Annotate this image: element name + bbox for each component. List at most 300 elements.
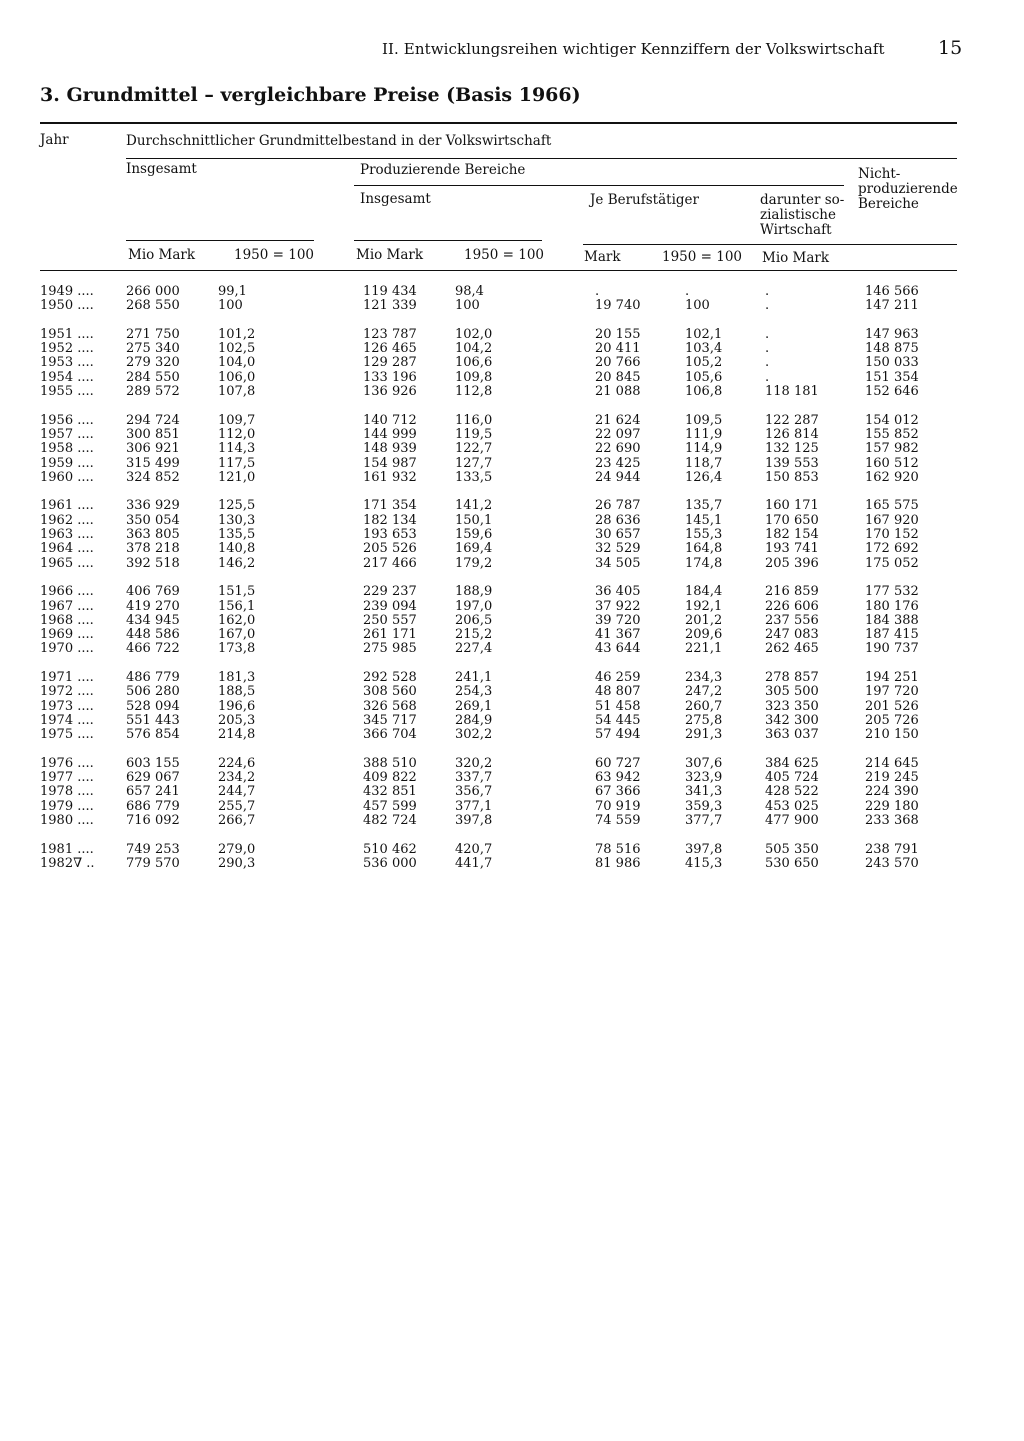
value-cell: .	[765, 298, 770, 314]
value-cell: 167 920	[865, 512, 919, 528]
value-cell: 378 218	[126, 541, 180, 557]
value-cell: 229 180	[865, 798, 919, 814]
value-cell: 156,1	[218, 598, 256, 614]
value-cell: 201 526	[865, 698, 919, 714]
unit-mio-mark-3: Mio Mark	[762, 250, 830, 266]
table-row	[40, 499, 955, 513]
value-cell: 506 280	[126, 684, 180, 700]
year-cell: 1955 ....	[40, 384, 94, 400]
value-cell: 154 012	[865, 412, 919, 428]
value-cell: 247,2	[685, 684, 723, 700]
value-cell: 151,5	[218, 584, 256, 600]
table-row	[40, 471, 955, 485]
value-cell: 486 779	[126, 670, 180, 686]
value-cell: 177 532	[865, 584, 919, 600]
table-row	[40, 428, 955, 442]
value-cell: 290,3	[218, 855, 256, 871]
value-cell: 74 559	[595, 812, 641, 828]
value-cell: 173,8	[218, 641, 256, 657]
table-row	[40, 800, 955, 814]
row-spacer	[40, 828, 955, 842]
year-cell: 1973 ....	[40, 698, 94, 714]
value-cell: 294 724	[126, 412, 180, 428]
value-cell: 179,2	[455, 555, 493, 571]
value-cell: 170 152	[865, 527, 919, 543]
year-cell: 1949 ....	[40, 284, 94, 299]
value-cell: 308 560	[363, 684, 417, 700]
year-cell: 1958 ....	[40, 441, 94, 457]
value-cell: 226 606	[765, 598, 819, 614]
value-cell: 300 851	[126, 426, 180, 442]
value-cell: 150 033	[865, 355, 919, 371]
value-cell: 22 690	[595, 441, 641, 457]
row-spacer	[40, 657, 955, 671]
value-cell: 247 083	[765, 627, 819, 643]
value-cell: 106,0	[218, 369, 256, 385]
value-cell: 275 340	[126, 341, 180, 357]
value-cell: 32 529	[595, 541, 641, 557]
value-cell: 133,5	[455, 469, 493, 485]
table-row	[40, 685, 955, 699]
rule-units-1	[126, 240, 314, 241]
value-cell: 409 822	[363, 770, 417, 786]
value-cell: 392 518	[126, 555, 180, 571]
value-cell: 148 939	[363, 441, 417, 457]
table-row	[40, 728, 955, 742]
value-cell: 363 037	[765, 727, 819, 743]
value-cell: 629 067	[126, 770, 180, 786]
value-cell: 155 852	[865, 426, 919, 442]
value-cell: 174,8	[685, 555, 723, 571]
value-cell: 164,8	[685, 541, 723, 557]
value-cell: 145,1	[685, 512, 723, 528]
table-row	[40, 356, 955, 370]
value-cell: 271 750	[126, 326, 180, 342]
value-cell: 98,4	[455, 284, 484, 299]
value-cell: 205 726	[865, 712, 919, 728]
value-cell: 201,2	[685, 612, 723, 628]
value-cell: 126 814	[765, 426, 819, 442]
unit-index-3: 1950 = 100	[662, 249, 743, 265]
value-cell: 603 155	[126, 755, 180, 771]
value-cell: 406 769	[126, 584, 180, 600]
value-cell: 209,6	[685, 627, 723, 643]
value-cell: 217 466	[363, 555, 417, 571]
value-cell: 305 500	[765, 684, 819, 700]
darunter-header: darunter so- zialistische Wirtschaft	[760, 192, 845, 238]
value-cell: 172 692	[865, 541, 919, 557]
value-cell: 194 251	[865, 670, 919, 686]
value-cell: 20 155	[595, 326, 641, 342]
table-row	[40, 299, 955, 313]
year-cell: 1951 ....	[40, 326, 94, 342]
value-cell: 415,3	[685, 855, 723, 871]
value-cell: 21 624	[595, 412, 641, 428]
year-cell: 1972 ....	[40, 684, 94, 700]
value-cell: 420,7	[455, 841, 493, 857]
value-cell: 260,7	[685, 698, 723, 714]
rule-group	[126, 158, 957, 159]
value-cell: 123 787	[363, 326, 417, 342]
year-cell: 1957 ....	[40, 426, 94, 442]
value-cell: 229 237	[363, 584, 417, 600]
year-cell: 1961 ....	[40, 498, 94, 514]
value-cell: .	[765, 355, 770, 371]
value-cell: 114,3	[218, 441, 256, 457]
value-cell: 102,5	[218, 341, 256, 357]
value-cell: 219 245	[865, 770, 919, 786]
value-cell: 477 900	[765, 812, 819, 828]
row-spacer	[40, 485, 955, 499]
value-cell: 320,2	[455, 755, 493, 771]
value-cell: 28 636	[595, 512, 641, 528]
value-cell: 337,7	[455, 770, 493, 786]
value-cell: 323,9	[685, 770, 723, 786]
table-row	[40, 857, 955, 871]
year-cell: 1968 ....	[40, 612, 94, 628]
year-cell: 1970 ....	[40, 641, 94, 657]
value-cell: 36 405	[595, 584, 641, 600]
value-cell: 104,0	[218, 355, 256, 371]
page-number: 15	[938, 37, 963, 59]
value-cell: 51 458	[595, 698, 641, 714]
value-cell: 275 985	[363, 641, 417, 657]
value-cell: 243 570	[865, 855, 919, 871]
table-row	[40, 385, 955, 399]
value-cell: 78 516	[595, 841, 641, 857]
value-cell: 126 465	[363, 341, 417, 357]
year-cell: 1952 ....	[40, 341, 94, 357]
value-cell: 130,3	[218, 512, 256, 528]
value-cell: 20 845	[595, 369, 641, 385]
value-cell: 266,7	[218, 812, 256, 828]
value-cell: 148 875	[865, 341, 919, 357]
rule-units-3	[583, 244, 957, 245]
value-cell: 315 499	[126, 455, 180, 471]
value-cell: 129 287	[363, 355, 417, 371]
value-cell: 19 740	[595, 298, 641, 314]
value-cell: 106,8	[685, 384, 723, 400]
value-cell: 154 987	[363, 455, 417, 471]
unit-index-1: 1950 = 100	[234, 247, 315, 263]
value-cell: 255,7	[218, 798, 256, 814]
unit-mio-mark-1: Mio Mark	[128, 247, 196, 263]
value-cell: 448 586	[126, 627, 180, 643]
table-row	[40, 714, 955, 728]
table-row	[40, 757, 955, 771]
table-row	[40, 514, 955, 528]
year-cell: 1982∇ ..	[40, 855, 95, 871]
year-cell: 1980 ....	[40, 812, 94, 828]
value-cell: 160 512	[865, 455, 919, 471]
table-row	[40, 671, 955, 685]
year-cell: 1976 ....	[40, 755, 94, 771]
value-cell: 101,2	[218, 326, 256, 342]
value-cell: 749 253	[126, 841, 180, 857]
year-cell: 1959 ....	[40, 455, 94, 471]
table-row	[40, 614, 955, 628]
year-cell: 1975 ....	[40, 727, 94, 743]
value-cell: 234,2	[218, 770, 256, 786]
value-cell: 432 851	[363, 784, 417, 800]
value-cell: 428 522	[765, 784, 819, 800]
value-cell: 139 553	[765, 455, 819, 471]
row-spacer	[40, 571, 955, 585]
value-cell: 126,4	[685, 469, 723, 485]
table-row	[40, 442, 955, 456]
value-cell: 530 650	[765, 855, 819, 871]
value-cell: 111,9	[685, 426, 723, 442]
value-cell: 434 945	[126, 612, 180, 628]
value-cell: 122 287	[765, 412, 819, 428]
value-cell: 193 741	[765, 541, 819, 557]
value-cell: 112,8	[455, 384, 493, 400]
value-cell: 46 259	[595, 670, 641, 686]
value-cell: 180 176	[865, 598, 919, 614]
value-cell: 323 350	[765, 698, 819, 714]
value-cell: 184 388	[865, 612, 919, 628]
value-cell: 140 712	[363, 412, 417, 428]
value-cell: 162 920	[865, 469, 919, 485]
value-cell: .	[765, 369, 770, 385]
value-cell: 171 354	[363, 498, 417, 514]
table-row	[40, 528, 955, 542]
value-cell: 397,8	[455, 812, 493, 828]
value-cell: 54 445	[595, 712, 641, 728]
value-cell: 261 171	[363, 627, 417, 643]
value-cell: 170 650	[765, 512, 819, 528]
table-row	[40, 328, 955, 342]
value-cell: 205 396	[765, 555, 819, 571]
value-cell: 284 550	[126, 369, 180, 385]
value-cell: 99,1	[218, 284, 247, 299]
value-cell: 20 766	[595, 355, 641, 371]
produzierend-header: Produzierende Bereiche	[360, 162, 526, 178]
value-cell: 23 425	[595, 455, 641, 471]
top-rule	[40, 122, 957, 124]
table-row	[40, 628, 955, 642]
table-title: 3. Grundmittel – vergleichbare Preise (Basis 1966)	[40, 84, 581, 106]
value-cell: 510 462	[363, 841, 417, 857]
value-cell: 133 196	[363, 369, 417, 385]
value-cell: 30 657	[595, 527, 641, 543]
data-table	[40, 285, 955, 871]
value-cell: 341,3	[685, 784, 723, 800]
value-cell: 175 052	[865, 555, 919, 571]
value-cell: 551 443	[126, 712, 180, 728]
value-cell: 102,0	[455, 326, 493, 342]
value-cell: 205,3	[218, 712, 256, 728]
value-cell: 307,6	[685, 755, 723, 771]
value-cell: 505 350	[765, 841, 819, 857]
value-cell: 22 097	[595, 426, 641, 442]
value-cell: 20 411	[595, 341, 641, 357]
value-cell: 112,0	[218, 426, 256, 442]
value-cell: 350 054	[126, 512, 180, 528]
value-cell: 457 599	[363, 798, 417, 814]
group-header: Durchschnittlicher Grundmittelbestand in der Volkswirtschaft	[126, 133, 552, 149]
table-row	[40, 771, 955, 785]
value-cell: 127,7	[455, 455, 493, 471]
table-row	[40, 342, 955, 356]
value-cell: .	[765, 326, 770, 342]
value-cell: 161 932	[363, 469, 417, 485]
table-row	[40, 600, 955, 614]
value-cell: 345 717	[363, 712, 417, 728]
value-cell: 275,8	[685, 712, 723, 728]
value-cell: 167,0	[218, 627, 256, 643]
value-cell: 205 526	[363, 541, 417, 557]
value-cell: 187 415	[865, 627, 919, 643]
value-cell: 107,8	[218, 384, 256, 400]
value-cell: 103,4	[685, 341, 723, 357]
value-cell: 269,1	[455, 698, 493, 714]
row-spacer	[40, 314, 955, 328]
value-cell: 63 942	[595, 770, 641, 786]
value-cell: 105,6	[685, 369, 723, 385]
value-cell: 377,1	[455, 798, 493, 814]
value-cell: 160 171	[765, 498, 819, 514]
value-cell: 227,4	[455, 641, 493, 657]
value-cell: 779 570	[126, 855, 180, 871]
value-cell: 221,1	[685, 641, 723, 657]
value-cell: 278 857	[765, 670, 819, 686]
value-cell: 453 025	[765, 798, 819, 814]
value-cell: 233 368	[865, 812, 919, 828]
value-cell: 188,5	[218, 684, 256, 700]
value-cell: 165 575	[865, 498, 919, 514]
value-cell: 657 241	[126, 784, 180, 800]
value-cell: 169,4	[455, 541, 493, 557]
value-cell: 37 922	[595, 598, 641, 614]
table-row	[40, 457, 955, 471]
table-row	[40, 557, 955, 571]
value-cell: 241,1	[455, 670, 493, 686]
value-cell: .	[595, 284, 600, 299]
year-cell: 1956 ....	[40, 412, 94, 428]
year-cell: 1950 ....	[40, 298, 94, 314]
je-berufstaetiger-header: Je Berufstätiger	[590, 192, 699, 208]
value-cell: 102,1	[685, 326, 723, 342]
value-cell: 109,5	[685, 412, 723, 428]
value-cell: 377,7	[685, 812, 723, 828]
value-cell: 224 390	[865, 784, 919, 800]
value-cell: 135,7	[685, 498, 723, 514]
value-cell: 132 125	[765, 441, 819, 457]
value-cell: 237 556	[765, 612, 819, 628]
value-cell: 482 724	[363, 812, 417, 828]
value-cell: 279 320	[126, 355, 180, 371]
value-cell: 162,0	[218, 612, 256, 628]
value-cell: 41 367	[595, 627, 641, 643]
value-cell: 336 929	[126, 498, 180, 514]
value-cell: 686 779	[126, 798, 180, 814]
value-cell: 190 737	[865, 641, 919, 657]
value-cell: 279,0	[218, 841, 256, 857]
value-cell: 26 787	[595, 498, 641, 514]
value-cell: 181,3	[218, 670, 256, 686]
value-cell: 284,9	[455, 712, 493, 728]
value-cell: 100	[218, 298, 243, 314]
value-cell: 210 150	[865, 727, 919, 743]
value-cell: 43 644	[595, 641, 641, 657]
row-spacer	[40, 743, 955, 757]
year-header: Jahr	[40, 132, 69, 148]
value-cell: 182 154	[765, 527, 819, 543]
table-row	[40, 700, 955, 714]
value-cell: 188,9	[455, 584, 493, 600]
year-cell: 1960 ....	[40, 469, 94, 485]
value-cell: 206,5	[455, 612, 493, 628]
row-spacer	[40, 399, 955, 413]
value-cell: 302,2	[455, 727, 493, 743]
value-cell: 268 550	[126, 298, 180, 314]
value-cell: 155,3	[685, 527, 723, 543]
value-cell: 342 300	[765, 712, 819, 728]
year-cell: 1963 ....	[40, 527, 94, 543]
value-cell: 366 704	[363, 727, 417, 743]
year-cell: 1974 ....	[40, 712, 94, 728]
year-cell: 1979 ....	[40, 798, 94, 814]
year-cell: 1965 ....	[40, 555, 94, 571]
value-cell: 157 982	[865, 441, 919, 457]
value-cell: 182 134	[363, 512, 417, 528]
value-cell: 105,2	[685, 355, 723, 371]
value-cell: 234,3	[685, 670, 723, 686]
value-cell: 146,2	[218, 555, 256, 571]
value-cell: 100	[685, 298, 710, 314]
value-cell: 39 720	[595, 612, 641, 628]
value-cell: 67 366	[595, 784, 641, 800]
value-cell: 122,7	[455, 441, 493, 457]
value-cell: 109,8	[455, 369, 493, 385]
value-cell: 238 791	[865, 841, 919, 857]
value-cell: 216 859	[765, 584, 819, 600]
value-cell: 214,8	[218, 727, 256, 743]
value-cell: 326 568	[363, 698, 417, 714]
table-row	[40, 371, 955, 385]
unit-mio-mark-2: Mio Mark	[356, 247, 424, 263]
value-cell: 135,5	[218, 527, 256, 543]
value-cell: 121 339	[363, 298, 417, 314]
rule-produzierend	[354, 185, 844, 186]
value-cell: .	[685, 284, 690, 299]
value-cell: 576 854	[126, 727, 180, 743]
value-cell: 70 919	[595, 798, 641, 814]
table-row	[40, 542, 955, 556]
value-cell: 536 000	[363, 855, 417, 871]
value-cell: 184,4	[685, 584, 723, 600]
year-cell: 1969 ....	[40, 627, 94, 643]
value-cell: 239 094	[363, 598, 417, 614]
value-cell: 48 807	[595, 684, 641, 700]
unit-mark: Mark	[584, 249, 621, 265]
table-row	[40, 414, 955, 428]
year-cell: 1962 ....	[40, 512, 94, 528]
value-cell: 388 510	[363, 755, 417, 771]
rule-header-bottom	[40, 270, 957, 271]
table-row	[40, 814, 955, 828]
value-cell: 106,6	[455, 355, 493, 371]
running-header: II. Entwicklungsreihen wichtiger Kennziffern der Volkswirtschaft	[382, 40, 885, 58]
value-cell: 109,7	[218, 412, 256, 428]
value-cell: 150 853	[765, 469, 819, 485]
value-cell: 244,7	[218, 784, 256, 800]
year-cell: 1954 ....	[40, 369, 94, 385]
value-cell: 528 094	[126, 698, 180, 714]
value-cell: 159,6	[455, 527, 493, 543]
value-cell: 214 645	[865, 755, 919, 771]
